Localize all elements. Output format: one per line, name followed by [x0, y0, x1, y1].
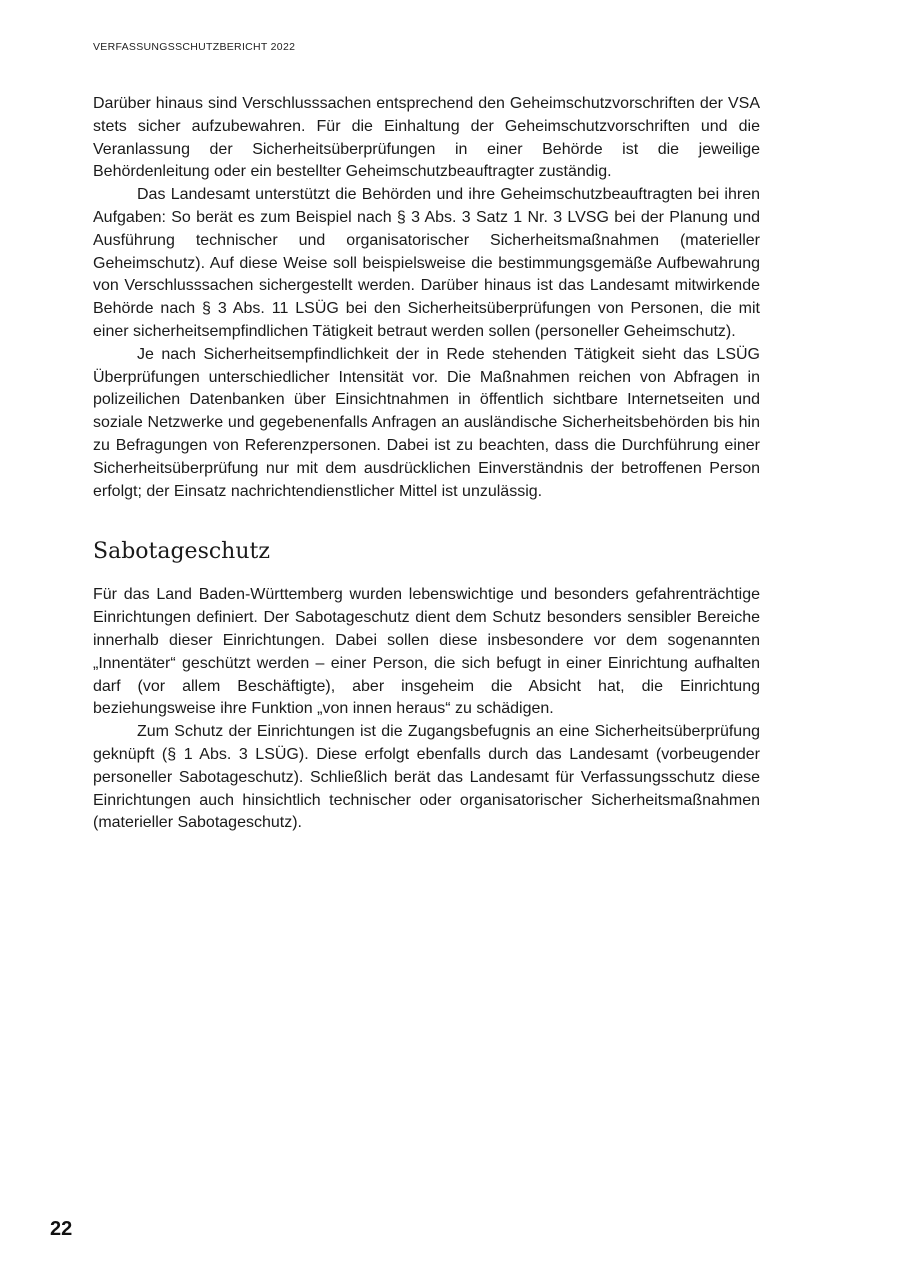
- paragraph-access-authorization: Zum Schutz der Einrichtungen ist die Zugangsbefugnis an eine Sicherheitsüberprüfung geknüpft (§ 1 Abs. 3 LSÜG). Diese erfolgt ebenfalls durch das Landesamt (vorbeugender personeller Sabotageschutz). Schließlich berät das Landesamt für Verfassungsschutz diese Einrichtungen auch hinsichtlich technischer oder organisatorischer Sicherheitsmaßnahmen (materieller Sabotageschutz).: [93, 723, 760, 832]
- paragraph-state-office-support: Das Landesamt unterstützt die Behörden und ihre Geheimschutzbeauftragten bei ihren Aufgaben: So berät es zum Beispiel nach § 3 Abs. 3 Satz 1 Nr. 3 LVSG bei der Planung und Ausführung technischer und organisatorischer Sicherheitsmaßnahmen (materieller Geheimschutz). Auf diese Weise soll beispielsweise die bestimmungsgemäße Aufbewahrung von Verschlusssachen sichergestellt werden. Darüber hinaus ist das Landesamt mitwirkende Behörde nach § 3 Abs. 11 LSÜG bei den Sicherheitsüberprüfungen von Personen, die mit einer sicherheitsempfindlichen Tätigkeit betraut werden sollen (personeller Geheimschutz).: [93, 186, 760, 340]
- paragraph-sabotage-definition: Für das Land Baden-Württemberg wurden lebenswichtige und besonders gefahrenträchtige Einrichtungen definiert. Der Sabotageschutz dient dem Schutz besonders sensibler Bereiche innerhalb dieser Einrichtungen. Dabei sollen diese insbesondere vor dem sogenannten „Innentäter“ geschützt werden – einer Person, die sich befugt in einer Einrichtung aufhalten darf (vor allem Beschäftigte), aber insgeheim die Absicht hat, die Einrichtung beziehungsweise ihre Funktion „von innen heraus“ zu schädigen.: [93, 586, 760, 718]
- running-header: VERFASSUNGSSCHUTZBERICHT 2022: [93, 41, 296, 53]
- page-body: [93, 93, 760, 835]
- page-number: 22: [50, 1218, 73, 1240]
- section-heading-sabotageschutz: Sabotageschutz: [93, 539, 270, 565]
- paragraph-safekeeping: Darüber hinaus sind Verschlusssachen entsprechend den Geheimschutzvorschriften der VSA stets sicher aufzubewahren. Für die Einhaltung der Geheimschutzvorschriften und die Veranlassung der Sicherheitsüberprüfungen in einer Behörde ist die jeweilige Behördenleitung oder ein bestellter Geheimschutzbeauftragter zuständig.: [93, 95, 760, 181]
- paragraph-check-intensity: Je nach Sicherheitsempfindlichkeit der in Rede stehenden Tätigkeit sieht das LSÜG Überprüfungen unterschiedlicher Intensität vor. Die Maßnahmen reichen von Abfragen in polizeilichen Datenbanken über Einsichtnahmen in öffentlich sichtbare Internetseiten und soziale Netzwerke und gegebenenfalls Anfragen an ausländische Sicherheitsbehörden bis hin zu Befragungen von Referenzpersonen. Dabei ist zu beachten, dass die Durchführung einer Sicherheitsüberprüfung nur mit dem ausdrücklichen Einverständnis der betroffenen Person erfolgt; der Einsatz nachrichtendienstlicher Mittel ist unzulässig.: [93, 345, 760, 500]
